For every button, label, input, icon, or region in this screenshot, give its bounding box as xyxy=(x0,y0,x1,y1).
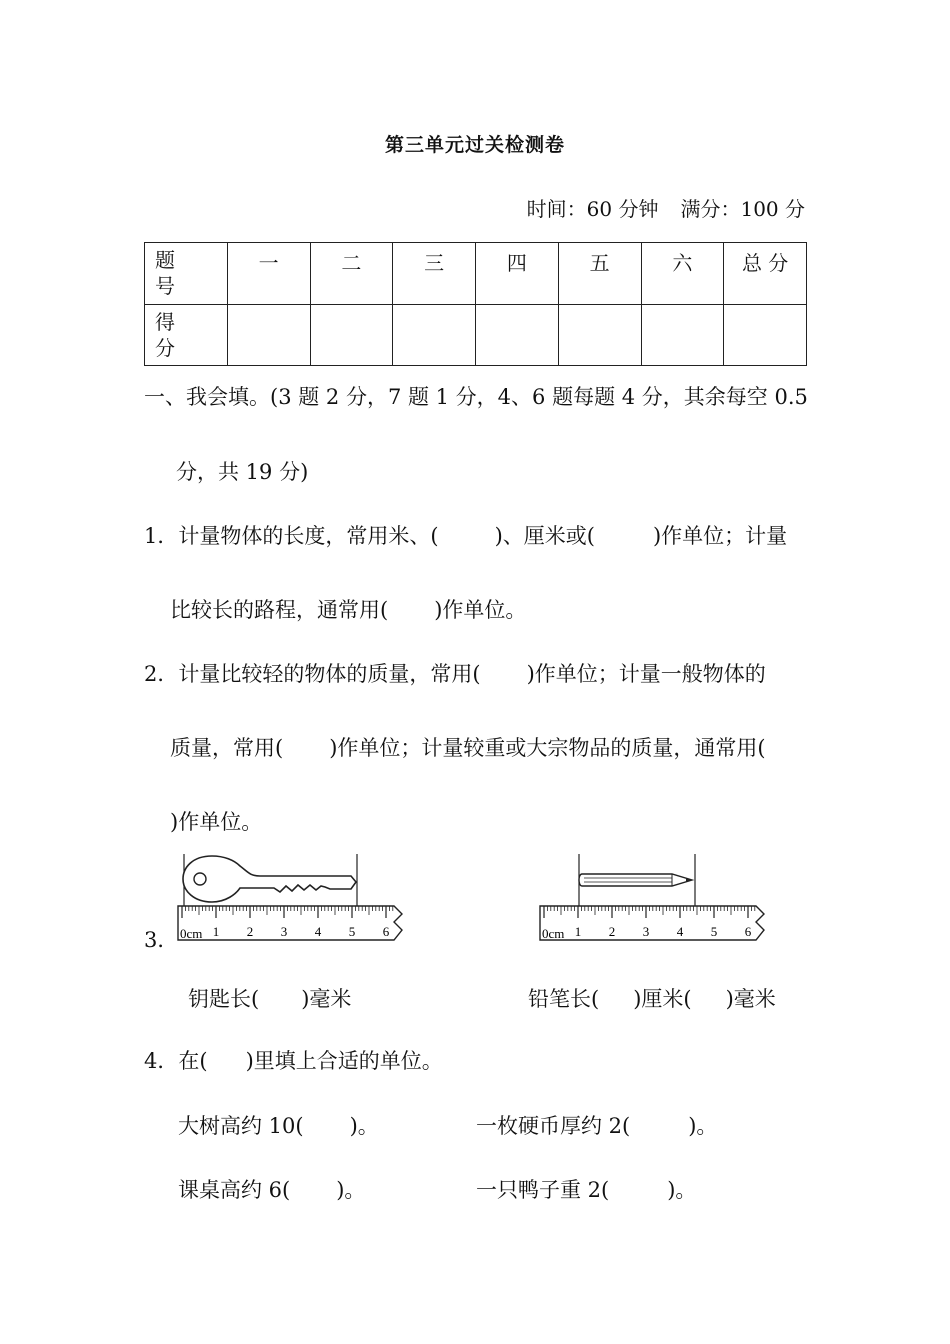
q3-number: 3． xyxy=(144,928,179,952)
q1-line1: 1．计量物体的长度，常用米、( )、厘米或( )作单位；计量 xyxy=(144,524,788,548)
exam-meta xyxy=(527,193,805,222)
time-limit: 时间：60 分钟 xyxy=(526,197,659,221)
q2-line1: 2．计量比较轻的物体的质量，常用( )作单位；计量一般物体的 xyxy=(144,662,766,686)
q2-line3: )作单位。 xyxy=(170,810,263,834)
q4-intro: 4．在( )里填上合适的单位。 xyxy=(144,1049,443,1073)
column-header: 三 xyxy=(393,243,476,305)
ruler-number: 6 xyxy=(744,924,752,939)
ruler-number: 3 xyxy=(280,924,288,939)
column-header: 五 xyxy=(558,243,641,305)
full-score: 满分：100 分 xyxy=(680,197,805,221)
pencil-length-question: 铅笔长( )厘米( )毫米 xyxy=(528,987,776,1011)
table-score-row xyxy=(145,304,807,366)
column-header: 二 xyxy=(310,243,393,305)
section1-heading-line2: 分，共 19 分) xyxy=(176,460,309,484)
q2-line2: 质量，常用( )作单位；计量较重或大宗物品的质量，通常用( xyxy=(170,736,766,760)
q4-item: 大树高约 10( )。 xyxy=(178,1114,379,1138)
pencil-icon xyxy=(579,874,692,886)
ruler-number: 6 xyxy=(382,924,390,939)
q4-item: 一枚硬币厚约 2( )。 xyxy=(476,1114,718,1138)
ruler-number: 1 xyxy=(212,924,220,939)
score-cell[interactable] xyxy=(310,304,393,366)
key-icon xyxy=(183,856,356,902)
column-header: 总 分 xyxy=(724,243,807,305)
page-title: 第三单元过关检测卷 xyxy=(384,134,565,156)
column-header: 一 xyxy=(227,243,310,305)
ruler-body xyxy=(178,906,402,940)
score-label-1: 得 xyxy=(155,309,175,334)
score-cell[interactable] xyxy=(476,304,559,366)
q4-item: 一只鸭子重 2( )。 xyxy=(476,1178,697,1202)
ruler-number: 2 xyxy=(246,924,254,939)
score-table xyxy=(144,242,807,366)
header-label-2: 号 xyxy=(155,274,175,298)
column-header: 四 xyxy=(476,243,559,305)
q1-line2: 比较长的路程，通常用( )作单位。 xyxy=(170,598,527,622)
key-hole-icon xyxy=(194,873,206,885)
pencil-ruler-figure xyxy=(532,848,772,944)
header-label-cell xyxy=(145,243,228,305)
q4-item: 课桌高约 6( )。 xyxy=(178,1178,366,1202)
score-label-cell xyxy=(145,304,228,366)
table-header-row xyxy=(145,243,807,305)
ruler-number: 5 xyxy=(348,924,356,939)
score-cell[interactable] xyxy=(724,304,807,366)
ruler-number: 2 xyxy=(608,924,616,939)
score-cell[interactable] xyxy=(227,304,310,366)
ruler-number: 5 xyxy=(710,924,718,939)
key-ruler-figure xyxy=(170,848,410,944)
ruler-unit-label: 0cm xyxy=(542,926,565,941)
column-header: 六 xyxy=(641,243,724,305)
header-label-1: 题 xyxy=(155,248,175,272)
ruler-body xyxy=(540,906,764,940)
score-cell[interactable] xyxy=(393,304,476,366)
ruler-unit-label: 0cm xyxy=(180,926,203,941)
score-cell[interactable] xyxy=(558,304,641,366)
ruler-number: 4 xyxy=(314,924,322,939)
section1-heading-line1: 一、我会填。(3 题 2 分，7 题 1 分，4、6 题每题 4 分，其余每空 0.5 xyxy=(144,385,808,409)
ruler-number: 3 xyxy=(642,924,650,939)
ruler-number: 4 xyxy=(676,924,684,939)
score-label-2: 分 xyxy=(155,335,175,360)
ruler-number: 1 xyxy=(574,924,582,939)
score-cell[interactable] xyxy=(641,304,724,366)
key-length-question: 钥匙长( )毫米 xyxy=(188,987,352,1011)
